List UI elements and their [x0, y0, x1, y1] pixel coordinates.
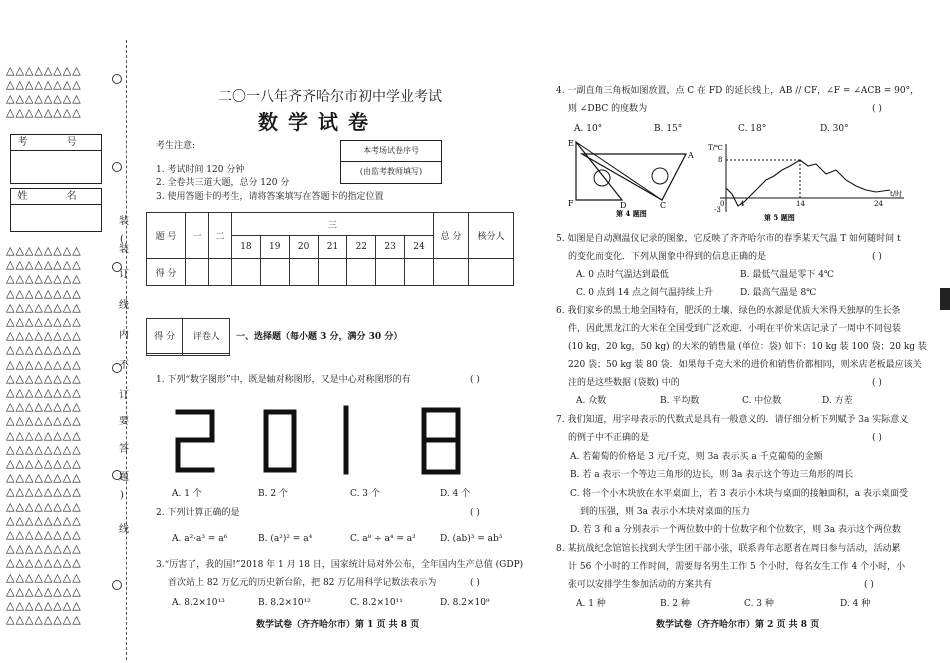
xingming-box[interactable]: [10, 188, 102, 232]
q3-option-c[interactable]: C. 8.2×10¹¹: [350, 598, 403, 608]
q6-option-a[interactable]: A. 众数: [576, 396, 607, 406]
grader-cell[interactable]: [183, 353, 230, 355]
fig5-temperature-graph: [704, 140, 914, 222]
q6-line: 件，因此黑龙江的大米在全国受到广泛欢迎．小明在平价米店记录了一周中不同包装: [568, 324, 902, 334]
q6-option-c[interactable]: C. 中位数: [742, 396, 782, 406]
line-char: 装: [119, 244, 129, 255]
q6-line: (10 kg，20 kg，50 kg) 的大米的销售量 (单位：袋) 如下：10 kg 装 100 袋；20 kg 装: [568, 342, 927, 352]
q5-option-b[interactable]: B. 最低气温是零下 4℃: [740, 270, 834, 280]
fig5-xlabel: t/时: [890, 190, 903, 198]
q2-answer-paren[interactable]: ( ): [470, 508, 480, 518]
q3-answer-paren[interactable]: ( ): [470, 578, 480, 588]
fig4-label: A: [688, 151, 694, 160]
xingming-label: 姓 名: [11, 189, 101, 205]
grader-name: 评卷人: [183, 319, 230, 354]
q4-option-a[interactable]: A. 10°: [574, 124, 603, 134]
score-col-1: 一: [186, 213, 209, 259]
q5-answer-paren[interactable]: ( ): [872, 252, 882, 262]
q8-option-c[interactable]: C. 3 种: [744, 599, 774, 609]
q5-option-d[interactable]: D. 最高气温是 8℃: [740, 288, 817, 298]
q6-option-d[interactable]: D. 方差: [822, 396, 853, 406]
line-char: 装: [119, 216, 129, 227]
line-char: 不: [119, 360, 129, 371]
score-cell[interactable]: [260, 259, 289, 286]
line-char: (: [120, 234, 124, 245]
subject-title: 数学试卷: [258, 110, 378, 134]
q3-option-a[interactable]: A. 8.2×10¹³: [172, 598, 225, 608]
triangle-row: △△△△△△△△: [6, 64, 82, 77]
cut-line: [126, 40, 127, 660]
fig5-tick: 14: [796, 200, 805, 208]
triangle-grid: △△△△△△△△ △△△△△△△△ △△△△△△△△ △△△△△△△△ △△△△△△△△ △△△△△△△△ △△△△△△△△ △△△△△△△△ △△△△△△△△ △△△△△△△△ △△△△△△△△ △△△△△△△△ △△△△△△△△ △△△△△△△△ △△△△△△△△ △△△△△△△△ △△△△△△△△ △△△△△△△△ △△△△△△△△ △△△△△△△△ △△△△△△△△ △△△△△△△△ △△△△△△△△ △△△△△△△△ △△△△△△△△ △△△△△△△△ △△△△△△△△: [6, 244, 82, 627]
q4-option-c[interactable]: C. 18°: [738, 124, 767, 134]
notice-2: 2. 全卷共三道大题，总分 120 分: [156, 178, 290, 188]
q5-option-c[interactable]: C. 0 点到 14 点之间气温持续上升: [576, 288, 714, 298]
fig5-tick: 8: [718, 156, 723, 164]
footer-page-1: 数学试卷（齐齐哈尔市）第 1 页 共 8 页: [256, 620, 420, 630]
q7-option-d[interactable]: D. 若 3 和 a 分别表示一个两位数中的十位数字和个位数字，则 3a 表示这个两位数: [570, 525, 901, 535]
score-num: 23: [376, 236, 405, 259]
q7-option-a[interactable]: A. 若葡萄的价格是 3 元/千克，则 3a 表示买 a 千克葡萄的金额: [570, 452, 823, 462]
score-col-3: 三: [232, 213, 434, 236]
kaohao-label: 考 号: [11, 135, 101, 151]
q4-option-d[interactable]: D. 30°: [820, 124, 849, 134]
binding-hole: [112, 74, 122, 84]
binding-hole: [112, 580, 122, 590]
q8-line: 张可以安排学生参加活动的方案共有: [568, 580, 713, 590]
score-num: 18: [232, 236, 261, 259]
q4-option-b[interactable]: B. 15°: [654, 124, 683, 134]
q7-option-c[interactable]: C. 将一个小木块放在水平桌面上，若 3 表示小木块与桌面的接触面积，a 表示桌面受: [570, 489, 908, 499]
triangle-row: △△△△△△△△: [6, 92, 82, 105]
fig4-label: E: [568, 139, 574, 148]
grader-defen: 得 分: [147, 319, 183, 354]
digit-8-figure: [424, 410, 458, 472]
digit-2-figure: [178, 412, 212, 470]
q3-stem-line2: 首次站上 82 万亿元的历史新台阶，把 82 万亿用科学记数法表示为: [168, 578, 437, 588]
q1-option-d[interactable]: D. 4 个: [440, 489, 471, 499]
score-cell[interactable]: [469, 259, 514, 286]
seat-number-box[interactable]: [340, 140, 442, 184]
q7-option-b[interactable]: B. 若 a 表示一个等边三角形的边长，则 3a 表示这个等边三角形的周长: [570, 470, 854, 480]
q2-option-c[interactable]: C. a⁸ ÷ a⁴ = a²: [350, 534, 416, 544]
q1-option-b[interactable]: B. 2 个: [258, 489, 288, 499]
q1-answer-paren[interactable]: ( ): [470, 375, 480, 385]
line-char: 内: [119, 330, 129, 341]
score-cell[interactable]: [434, 259, 469, 286]
score-num: 22: [347, 236, 376, 259]
q5-stem-line1: 5. 如图是自动测温仪记录的图象，它反映了齐齐哈尔市的春季某天气温 T 如何随时间 t: [556, 234, 901, 244]
score-cell[interactable]: [405, 259, 434, 286]
q3-stem-line1: 3.“厉害了，我的国!”2018 年 1 月 18 日，国家统计局对外公布，全年国内生产总值 (GDP): [156, 560, 524, 570]
q4-stem-line1: 4. 一副直角三角板如图放置，点 C 在 FD 的延长线上，AB // CF，∠F = ∠ACB = 90°，: [556, 86, 920, 96]
q7-answer-paren[interactable]: ( ): [872, 433, 882, 443]
score-table: [146, 212, 514, 286]
q4-stem-line2: 则 ∠DBC 的度数为: [568, 104, 648, 114]
score-cell[interactable]: [289, 259, 318, 286]
score-cell[interactable]: [186, 259, 209, 286]
score-tihao: 题 号: [147, 213, 186, 259]
score-cell[interactable]: [318, 259, 347, 286]
q7-line: 的例子中不正确的是: [568, 433, 650, 443]
q1-option-a[interactable]: A. 1 个: [172, 489, 202, 499]
line-char: 线: [119, 524, 129, 535]
digit-figures: [166, 400, 476, 476]
score-defen: 得 分: [147, 259, 186, 286]
line-char: ): [120, 490, 124, 501]
score-num: 20: [289, 236, 318, 259]
exam-title: 二〇一八年齐齐哈尔市初中学业考试: [218, 89, 442, 105]
q8-line: 计 56 个小时的工作时间，需要每名男生工作 5 个小时，每名女生工作 4 个小时，小: [568, 562, 906, 572]
q6-line: 6. 我们家乡的黑土地全国特有，肥沃的土壤、绿色的水源是优质大米得天独厚的生长条: [556, 306, 901, 316]
line-char: 订: [119, 390, 129, 401]
fig5-tick: -3: [714, 206, 721, 214]
q8-option-a[interactable]: A. 1 种: [576, 599, 606, 609]
score-cell[interactable]: [347, 259, 376, 286]
score-total: 总 分: [434, 213, 469, 259]
line-char: 答: [119, 444, 129, 455]
section1-title: 一、选择题（每小题 3 分，满分 30 分）: [236, 332, 403, 342]
notice-3: 3. 使用答题卡的考生，请将答案填写在答题卡的指定位置: [156, 192, 384, 202]
q8-option-b[interactable]: B. 2 种: [660, 599, 690, 609]
q8-line: 8. 某抗战纪念馆馆长找到大学生团干部小张，联系青年志愿者在周日参与活动，活动累: [556, 544, 901, 554]
grader-table: [146, 318, 230, 356]
score-num: 24: [405, 236, 434, 259]
q2-option-b[interactable]: B. (a²)² = a⁴: [258, 534, 313, 544]
fig5-tick: 4: [740, 200, 745, 208]
fig5-caption: 第 5 题图: [764, 213, 795, 222]
q2-stem: 2. 下列计算正确的是: [156, 508, 240, 518]
line-char: 题: [119, 472, 129, 483]
score-num: 19: [260, 236, 289, 259]
notice-1: 1. 考试时间 120 分钟: [156, 165, 245, 175]
q4-answer-paren[interactable]: ( ): [872, 104, 882, 114]
edge-tab-mark: [940, 288, 950, 310]
q6-line: 注的是这些数据 (袋数) 中的: [568, 378, 680, 388]
q5-option-a[interactable]: A. 0 点时气温达到最低: [576, 270, 669, 280]
fig4-label: C: [660, 201, 667, 210]
score-cell[interactable]: [376, 259, 405, 286]
q6-line: 220 袋；50 kg 装 80 袋．如果每千克大米的进价和销售价都相同，则米店老板最应该关: [568, 360, 922, 370]
fig4-caption: 第 4 题图: [616, 209, 647, 218]
fig5-ylabel: T/℃: [708, 144, 723, 152]
q8-option-d[interactable]: D. 4 种: [840, 599, 871, 609]
score-cell[interactable]: [209, 259, 232, 286]
q3-option-b[interactable]: B. 8.2×10¹²: [258, 598, 311, 608]
seat-box-note: (由监考教师填写): [359, 167, 423, 176]
grader-cell[interactable]: [147, 353, 183, 355]
fig5-tick: 0: [720, 200, 725, 208]
digit-0-figure: [266, 412, 294, 470]
q1-option-c[interactable]: C. 3 个: [350, 489, 380, 499]
q6-answer-paren[interactable]: ( ): [872, 378, 882, 388]
footer-page-2: 数学试卷（齐齐哈尔市）第 2 页 共 8 页: [656, 620, 820, 630]
q2-option-a[interactable]: A. a²·a³ = a⁶: [172, 534, 228, 544]
q5-stem-line2: 的变化而变化．下列从图象中得到的信息正确的是: [568, 252, 767, 262]
score-checker: 核分人: [469, 213, 514, 259]
score-col-2: 二: [209, 213, 232, 259]
binding-hole: [112, 162, 122, 172]
fig5-tick: 24: [874, 200, 883, 208]
q3-option-d[interactable]: D. 8.2×10⁹: [440, 598, 490, 608]
line-char: 要: [119, 416, 129, 427]
notice-title: 考生注意:: [156, 141, 196, 151]
fig4-triangles: [566, 138, 706, 218]
triangle-row: △△△△△△△△: [6, 106, 82, 119]
q7-option-c-cont: 到的压强，则 3a 表示小木块对桌面的压力: [580, 507, 750, 517]
q8-answer-paren[interactable]: ( ): [864, 580, 874, 590]
score-cell[interactable]: [232, 259, 261, 286]
fig4-label: D: [620, 201, 627, 210]
line-char: 线: [119, 300, 129, 311]
seat-box-label: 本考场试卷序号: [341, 141, 441, 162]
line-char: 订: [119, 269, 129, 280]
q1-stem: 1. 下列“数字图形”中，既是轴对称图形，又是中心对称图形的有: [156, 375, 411, 385]
q2-option-d[interactable]: D. (ab)³ = ab³: [440, 534, 503, 544]
triangle-row: △△△△△△△△: [6, 78, 82, 91]
kaohao-box[interactable]: [10, 134, 102, 184]
q6-option-b[interactable]: B. 平均数: [660, 396, 700, 406]
fig4-label: F: [568, 199, 574, 208]
score-num: 21: [318, 236, 347, 259]
q7-line: 7. 我们知道，用字母表示的代数式是具有一般意义的．请仔细分析下列赋予 3a 实际意义: [556, 415, 909, 425]
